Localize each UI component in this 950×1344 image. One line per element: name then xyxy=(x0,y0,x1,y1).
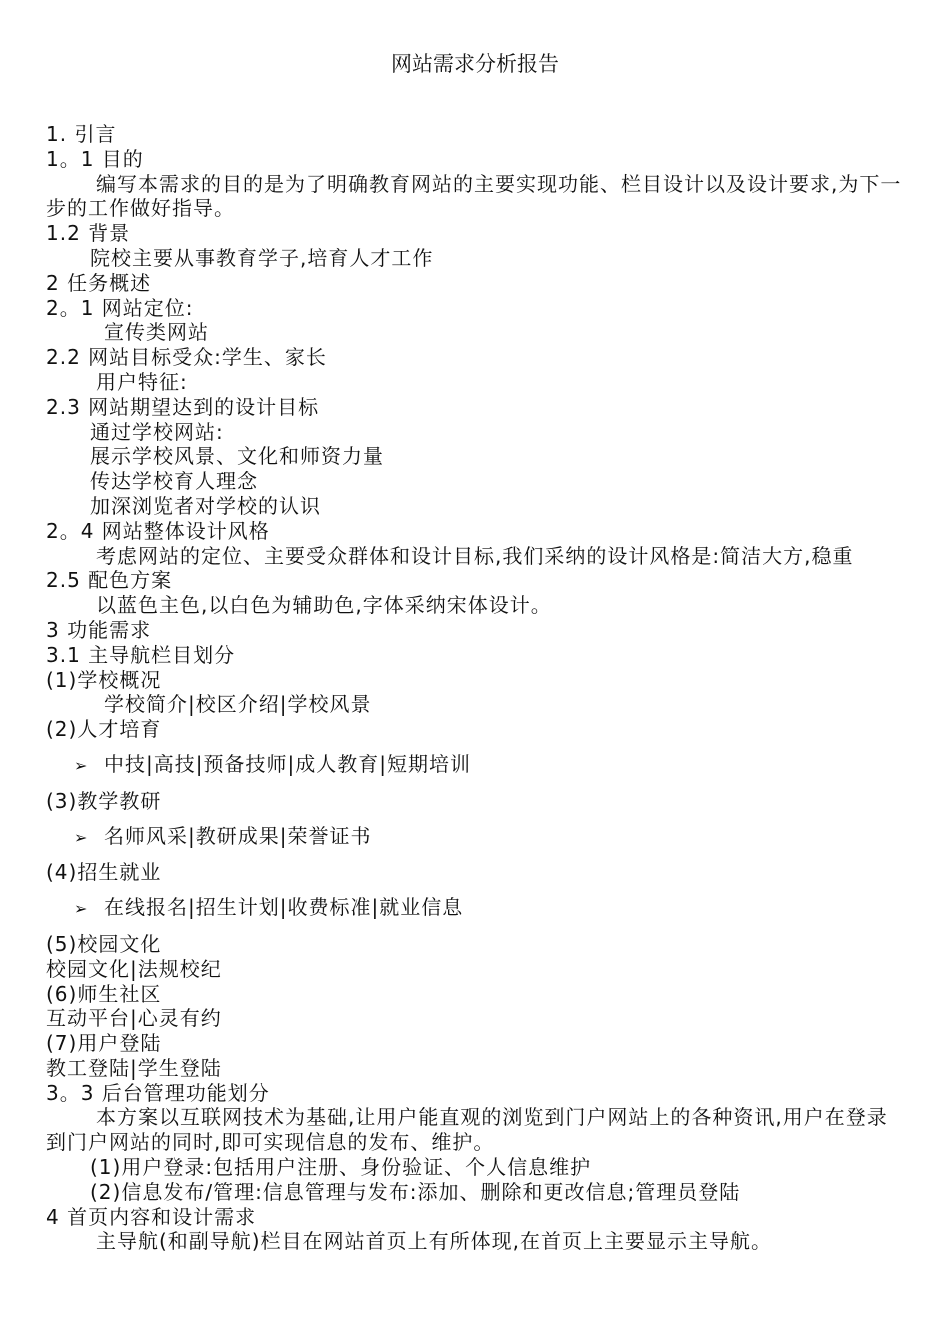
heading-4: 4 首页内容和设计需求 xyxy=(46,1204,257,1229)
paragraph-background: 院校主要从事教育学子,培育人才工作 xyxy=(90,245,434,270)
nav-item-7-sub: 教工登陆|学生登陆 xyxy=(46,1055,222,1080)
arrow-bullet-icon: ➢ xyxy=(74,755,89,775)
heading-2-2: 2.2 网站目标受众:学生、家长 xyxy=(46,345,327,370)
heading-2: 2 任务概述 xyxy=(46,270,152,295)
nav-item-2: (2)人才培育 xyxy=(46,717,162,742)
heading-3-3: 3。3 后台管理功能划分 xyxy=(46,1080,270,1105)
text-goal-3: 传达学校育人理念 xyxy=(90,469,258,494)
nav-item-6-sub: 互动平台|心灵有约 xyxy=(46,1006,222,1031)
heading-2-1: 2。1 网站定位: xyxy=(46,295,194,320)
heading-2-4: 2。4 网站整体设计风格 xyxy=(46,518,270,543)
heading-2-3: 2.3 网站期望达到的设计目标 xyxy=(46,394,320,419)
nav-item-3: (3)教学教研 xyxy=(46,788,162,813)
text-admin-1: (1)用户登录:包括用户注册、身份验证、个人信息维护 xyxy=(90,1155,592,1180)
nav-item-3-sub: ➢ 名师风采|教研成果|荣誉证书 xyxy=(46,824,906,851)
text-goal-2: 展示学校风景、文化和师资力量 xyxy=(90,444,384,469)
text-site-position: 宣传类网站 xyxy=(104,320,209,345)
paragraph-admin: 本方案以互联网技术为基础,让用户能直观的浏览到门户网站上的各种资讯,用户在登录到门户网站的同时,即可实现信息的发布、维护。 xyxy=(46,1105,888,1155)
heading-1-1: 1。1 目的 xyxy=(46,146,144,171)
text-goal-1: 通过学校网站: xyxy=(90,419,224,444)
text-goal-4: 加深浏览者对学校的认识 xyxy=(90,493,321,518)
text-color-scheme: 以蓝色主色,以白色为辅助色,字体采纳宋体设计。 xyxy=(96,593,552,618)
nav-item-7: (7)用户登陆 xyxy=(46,1031,162,1056)
nav-item-6: (6)师生社区 xyxy=(46,981,162,1006)
nav-item-5-sub: 校园文化|法规校纪 xyxy=(46,956,222,981)
paragraph-design-style: 考虑网站的定位、主要受众群体和设计目标,我们采纳的设计风格是:简洁大方,稳重 xyxy=(96,543,854,568)
text-admin-2: (2)信息发布/管理:信息管理与发布:添加、删除和更改信息;管理员登陆 xyxy=(90,1179,741,1204)
nav-item-2-sub: ➢ 中技|高技|预备技师|成人教育|短期培训 xyxy=(46,752,906,779)
nav-item-5: (5)校园文化 xyxy=(46,931,162,956)
heading-1-2: 1.2 背景 xyxy=(46,221,131,246)
arrow-bullet-icon: ➢ xyxy=(74,899,89,919)
document-title: 网站需求分析报告 xyxy=(391,52,559,76)
text-homepage: 主导航(和副导航)栏目在网站首页上有所体现,在首页上主要显示主导航。 xyxy=(96,1229,772,1254)
nav-item-1: (1)学校概况 xyxy=(46,667,162,692)
nav-item-4: (4)招生就业 xyxy=(46,860,162,885)
heading-2-5: 2.5 配色方案 xyxy=(46,568,173,593)
text-user-features: 用户特征: xyxy=(96,369,188,394)
document-body xyxy=(46,122,906,1254)
paragraph-purpose: 编写本需求的目的是为了明确教育网站的主要实现功能、栏目设计以及设计要求,为下一步的工作做好指导。 xyxy=(46,171,902,221)
nav-item-4-sub: ➢ 在线报名|招生计划|收费标准|就业信息 xyxy=(46,895,906,922)
nav-item-1-sub: 学校简介|校区介绍|学校风景 xyxy=(104,692,372,717)
heading-3: 3 功能需求 xyxy=(46,617,152,642)
heading-1: 1. 引言 xyxy=(46,122,117,146)
arrow-bullet-icon: ➢ xyxy=(74,827,89,847)
heading-3-1: 3.1 主导航栏目划分 xyxy=(46,642,236,667)
